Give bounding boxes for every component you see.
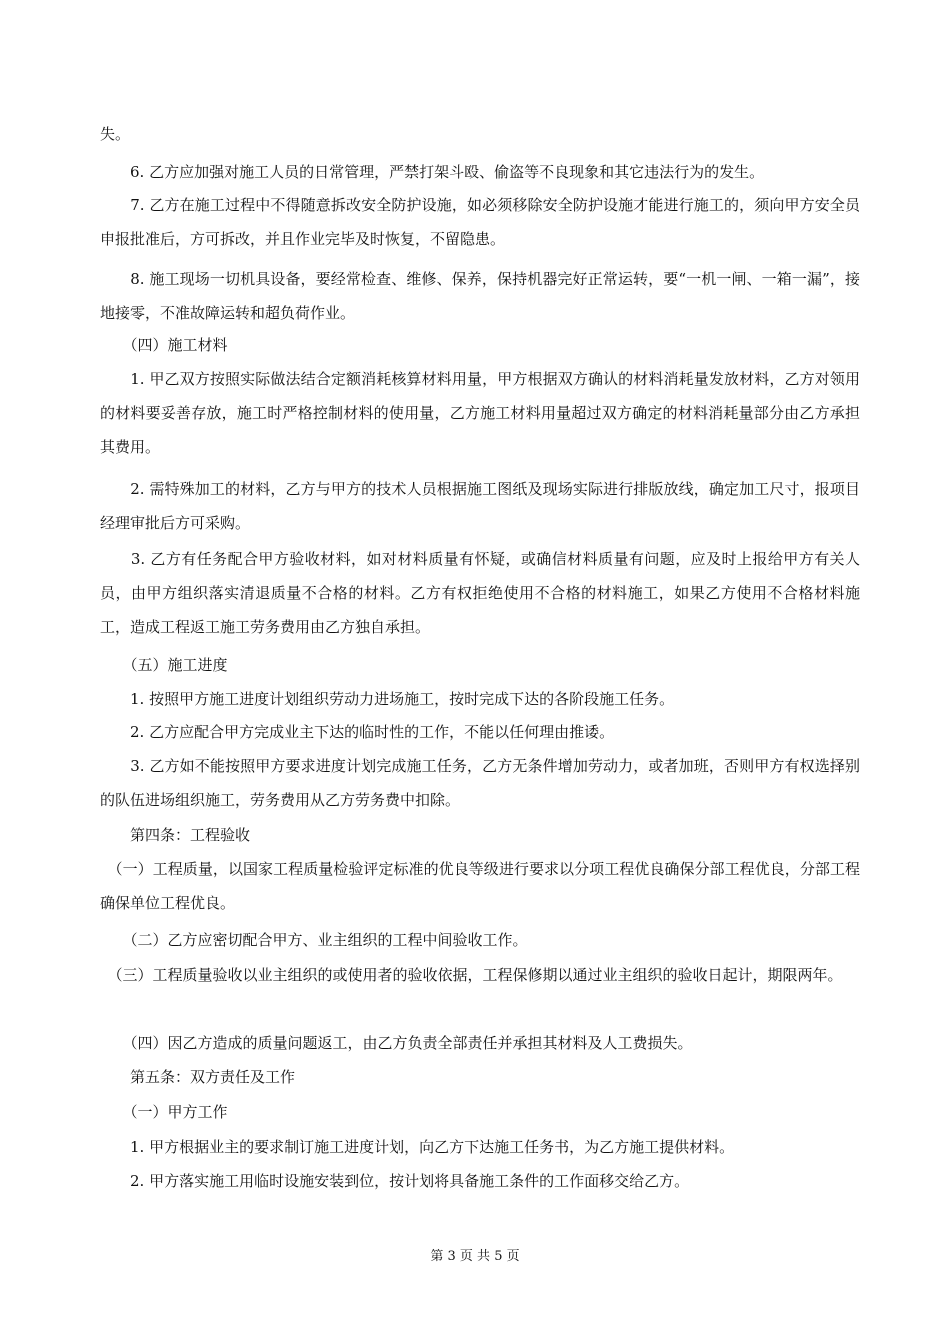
paragraph-acceptance-2: （二）乙方应密切配合甲方、业主组织的工程中间验收工作。 — [100, 931, 528, 949]
paragraph-party-a-2: 2. 甲方落实施工用临时设施安装到位，按计划将具备施工条件的工作面移交给乙方。 — [100, 1172, 690, 1190]
paragraph-schedule-1: 1. 按照甲方施工进度计划组织劳动力进场施工，按时完成下达的各阶段施工任务。 — [100, 690, 675, 708]
paragraph-party-a-1: 1. 甲方根据业主的要求制订施工进度计划，向乙方下达施工任务书，为乙方施工提供材料。 — [100, 1138, 735, 1156]
paragraph-materials-1: 1. 甲乙双方按照实际做法结合定额消耗核算材料用量，甲方根据双方确认的材料消耗量发放材料，乙方对领用的材料要妥善存放，施工时严格控制材料的使用量，乙方施工材料用量超过双方确定的材料消耗量部分由乙方承担其费用。 — [100, 370, 860, 456]
section-heading-materials: （四）施工材料 — [100, 336, 228, 354]
paragraph-schedule-2: 2. 乙方应配合甲方完成业主下达的临时性的工作，不能以任何理由推诿。 — [100, 723, 615, 741]
paragraph-item-8: 8. 施工现场一切机具设备，要经常检查、维修、保养，保持机器完好正常运转，要“一机一闸、一箱一漏”，接地接零，不准故障运转和超负荷作业。 — [100, 270, 860, 322]
paragraph-acceptance-1: （一）工程质量，以国家工程质量检验评定标准的优良等级进行要求以分项工程优良确保分部工程优良，分部工程确保单位工程优良。 — [100, 860, 860, 912]
paragraph-materials-2: 2. 需特殊加工的材料，乙方与甲方的技术人员根据施工图纸及现场实际进行排版放线，确定加工尺寸，报项目经理审批后方可采购。 — [100, 480, 860, 532]
paragraph-schedule-3: 3. 乙方如不能按照甲方要求进度计划完成施工任务，乙方无条件增加劳动力，或者加班，否则甲方有权选择别的队伍进场组织施工，劳务费用从乙方劳务费中扣除。 — [100, 757, 860, 809]
paragraph-item-7: 7. 乙方在施工过程中不得随意拆改安全防护设施，如必须移除安全防护设施才能进行施工的，须向甲方安全员申报批准后，方可拆改，并且作业完毕及时恢复，不留隐患。 — [100, 196, 860, 248]
paragraph-continuation: 失。 — [100, 125, 131, 143]
article-heading-4: 第四条：工程验收 — [100, 826, 251, 844]
paragraph-acceptance-4: （四）因乙方造成的质量问题返工，由乙方负责全部责任并承担其材料及人工费损失。 — [100, 1034, 693, 1052]
article-heading-5: 第五条：双方责任及工作 — [100, 1068, 296, 1086]
section-heading-party-a: （一）甲方工作 — [100, 1103, 228, 1121]
paragraph-materials-3: 3. 乙方有任务配合甲方验收材料，如对材料质量有怀疑，或确信材料质量有问题，应及时上报给甲方有关人员，由甲方组织落实清退质量不合格的材料。乙方有权拒绝使用不合格的材料施工，如果乙方使用不合格材料施工，造成工程返工施工劳务费用由乙方独自承担。 — [100, 550, 860, 636]
paragraph-acceptance-3: （三）工程质量验收以业主组织的或使用者的验收依据，工程保修期以通过业主组织的验收日起计，期限两年。 — [100, 966, 843, 984]
section-heading-schedule: （五）施工进度 — [100, 656, 228, 674]
paragraph-item-6: 6. 乙方应加强对施工人员的日常管理，严禁打架斗殴、偷盗等不良现象和其它违法行为的发生。 — [100, 163, 765, 181]
page-footer: 第 3 页 共 5 页 — [430, 1249, 520, 1264]
